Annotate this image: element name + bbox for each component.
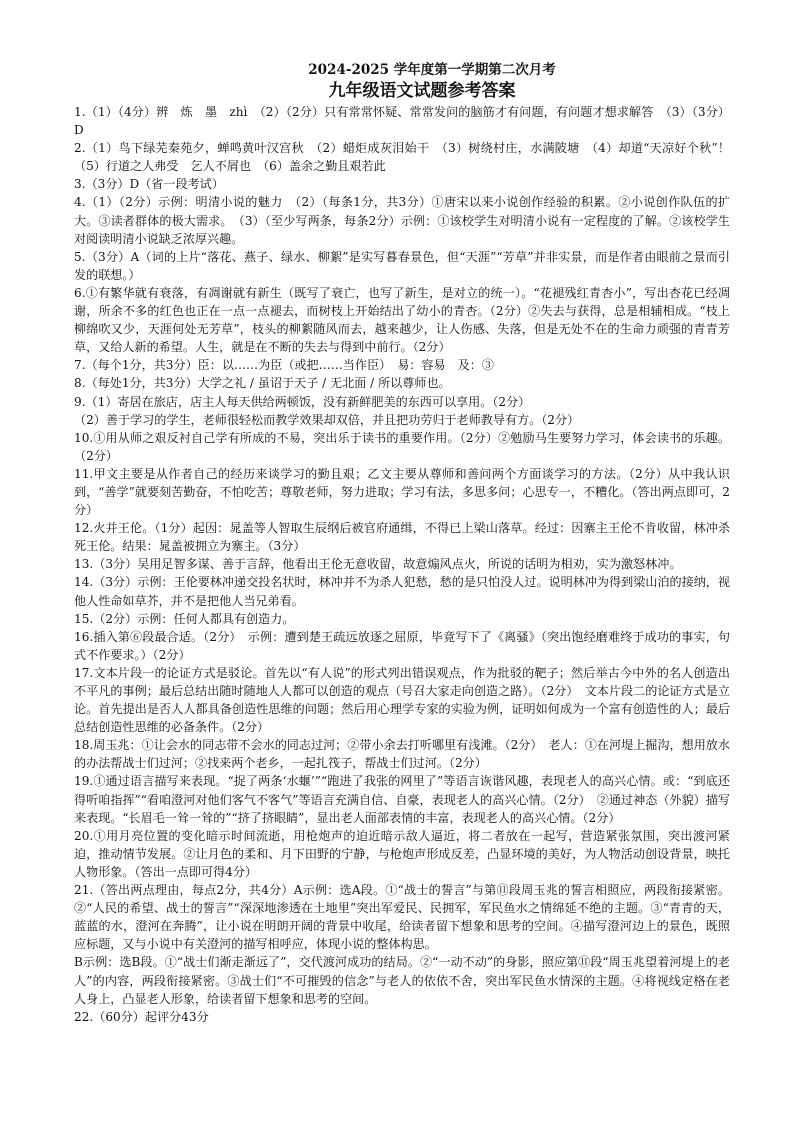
answer-item: 21.（答出两点理由，每点2分，共4分）A示例：选A段。①“战士的誓言”与第⑪段周玉兆的誓言相照应，两段衔接紧密。②“人民的希望、战士的誓言”“深深地渗透在土地里”突出军爱民、民拥军，军民鱼水之情绵延不绝的主题。③“青青的天，蓝蓝的水，澄河在奔腾”，让小说在明朗开阔的背景中收尾，给读者留下想象和思考的空间。④描写澄河边上的景色，既照应标题，又与小说中有关澄河的描写相呼应，体现小说的整体构思。 bbox=[74, 883, 730, 952]
answer-item: 9.（1）寄居在旅店，店主人每天供给两顿饭，没有新鲜肥美的东西可以享用。（2分） bbox=[74, 394, 531, 409]
answer-sheet bbox=[74, 60, 743, 1026]
answer-item: 12.火并王伦。（1分）起因：晁盖等人智取生辰纲后被官府通缉，不得已上梁山落草。经过：因寨主王伦不肯收留，林冲杀死王伦。结果：晁盖被拥立为寨主。（3分） bbox=[74, 521, 730, 554]
page-title: 九年级语文试题参考答案 bbox=[328, 81, 516, 101]
answer-list bbox=[74, 103, 743, 1026]
answer-item: 15.（2分）示例：任何人都具有创造力。 bbox=[74, 611, 295, 626]
answer-item: 19.①通过语言描写来表现。“捉了两条‘水蝘’”“跑进了我张的网里了”等语言诙谐风趣，表现老人的高兴心情。或：“到底还得听咱指挥”“看咱澄河对他们客气不客气”等语言充满自信、自豪，表现老人的高兴心情。（2分） ②通过神态（外貌）描写来表现。“长眉毛一耸一耸的”“挤了挤眼睛”，显出老人面部表情的丰富，表现老人的高兴心情。（2分） bbox=[74, 774, 730, 825]
answer-item: 1.（1）（4分）辨 炼 墨 zhì （2）（2分）只有常常怀疑、常常发问的脑筋才有问题，有问题才想求解答 （3）（3分）D bbox=[74, 105, 730, 138]
answer-item: B示例：选B段。①“战士们渐走渐远了”，交代渡河成功的结局。②“一动不动”的身影，照应第⑪段“周玉兆望着河堤上的老人”的内容，两段衔接紧密。③战士们“不可摧毁的信念”与老人的依依不舍，突出军民鱼水情深的主题。④将视线定格在老人身上，凸显老人形象，给读者留下想象和思考的空间。 bbox=[74, 955, 730, 1006]
answer-item: 13.（3分）吴用足智多谋、善于言辞，他看出王伦无意收留，故意煽风点火，所说的话明为相劝，实为激怒林冲。 bbox=[74, 557, 682, 572]
answer-item: 18.周玉兆：①让会水的同志带不会水的同志过河；②带小余去打听哪里有浅滩。（2分） 老人：①在河堤上掘沟，想用放水的办法帮战士们过河；②找来两个老乡，一起扎筏子，帮战士们过河。（2分） bbox=[74, 738, 730, 771]
answer-item: 8.（每处1分，共3分）大学之礼 / 虽诏于天子 / 无北面 / 所以尊师也。 bbox=[74, 376, 451, 391]
answer-item: 7.（每个1分，共3分）臣：以……为臣（或把……当作臣） 易：容易 及：③ bbox=[74, 358, 494, 373]
answer-item: 6.①有繁华就有衰落，有凋谢就有新生（既写了衰亡，也写了新生，是对立的统一）。“花褪残红青杏小”，写出杏花已经凋谢，所余不多的红色也正在一点一点褪去，而树枝上开始结出了幼小的青杏。（2分）②失去与获得，总是相辅相成。“枝上柳绵吹又少，天涯何处无芳草”，枝头的柳絮随风而去，越来越少，让人伤感、失落，但是无处不在的生命力顽强的青青芳草，又给人新的希望。人生，就是在不断的失去与得到中前行。（2分） bbox=[74, 285, 730, 355]
answer-item: 5.（3分）A（词的上片“落花、燕子、绿水、柳絮”是实写暮春景色，但“天涯”“芳草”并非实景，而是作者由眼前之景而引发的联想。） bbox=[74, 249, 730, 282]
answer-item: 17.文本片段一的论证方式是驳论。首先以“有人说”的形式列出错误观点，作为批驳的靶子；然后举古今中外的名人创造出不平凡的事例；最后总结出随时随地人人都可以创造的观点（号召大家走向创造之路）。（2分） 文本片段二的论证方式是立论。首先提出是否人人都具备创造性思维的问题；然后用心理学专家的实验为例，证明如何成为一个富有创造性的人；最后总结创造性思维的必备条件。（2分） bbox=[74, 665, 730, 735]
answer-item: 22.（60分）起评分43分 bbox=[74, 1009, 209, 1024]
answer-item: 16.插入第⑥段最合适。（2分） 示例：遭到楚王疏远放逐之屈原，毕竟写下了《离骚》（突出饱经磨难终于成功的事实，句式不作要求。）（2分） bbox=[74, 629, 730, 662]
answer-item: 14.（3分）示例：王伦要林冲递交投名状时，林冲并不为杀人犯愁，愁的是只怕没人过。说明林冲为得到梁山泊的接纳，视他人性命如草芥，并不是把他人当兄弟看。 bbox=[74, 575, 730, 608]
answer-item: 10.①用从师之艰反衬自己学有所成的不易，突出乐于读书的重要作用。（2分）②勉励马生要努力学习，体会读书的乐趣。（2分） bbox=[74, 430, 730, 463]
answer-item: 11.甲文主要是从作者自己的经历来谈学习的勤且艰；乙文主要从尊师和善问两个方面谈学习的方法。（2分）从中我认识到，“善学”就要刻苦勤奋，不怕吃苦；尊敬老师，努力进取；学习有法，多思多问；心思专一，不糟化。（答出两点即可，2分） bbox=[74, 466, 730, 518]
answer-item: （2）善于学习的学生，老师很轻松而教学效果却双倍，并且把功劳归于老师教导有方。（2分） bbox=[74, 412, 580, 427]
answer-item: 3.（3分）D（省一段考试） bbox=[74, 177, 224, 192]
answer-item: 2.（1）鸟下绿芜秦苑夕，蝉鸣黄叶汉宫秋 （2）蜡炬成灰泪始干 （3）树绕村庄，水满陂塘 （4）却道“天凉好个秋”！ （5）行道之人弗受 乞人不屑也 （6）盖余之勤且艰若此 bbox=[74, 141, 743, 174]
term-heading: 2024-2025 学年度第一学期第二次月考 bbox=[308, 62, 556, 78]
answer-item: 4.（1）（2分）示例：明清小说的魅力 （2）（每条1分，共3分）①唐宋以来小说创作经验的积累。②小说创作队伍的扩大。③读者群体的极大需求。 （3）（至少写两条，每条2分）示例：①该校学生对明清小说有一定程度的了解。②该校学生对阅读明清小说缺乏浓厚兴趣。 bbox=[74, 195, 730, 246]
answer-item: 20.①用月亮位置的变化暗示时间流逝，用枪炮声的迫近暗示敌人逼近，将二者放在一起写，营造紧张氛围，突出渡河紧迫，推动情节发展。②让月色的柔和、月下田野的宁静，与枪炮声形成反差，凸显环境的美好，为人物活动创设背景，映托人物形象。（答出一点即可得4分） bbox=[74, 828, 730, 879]
